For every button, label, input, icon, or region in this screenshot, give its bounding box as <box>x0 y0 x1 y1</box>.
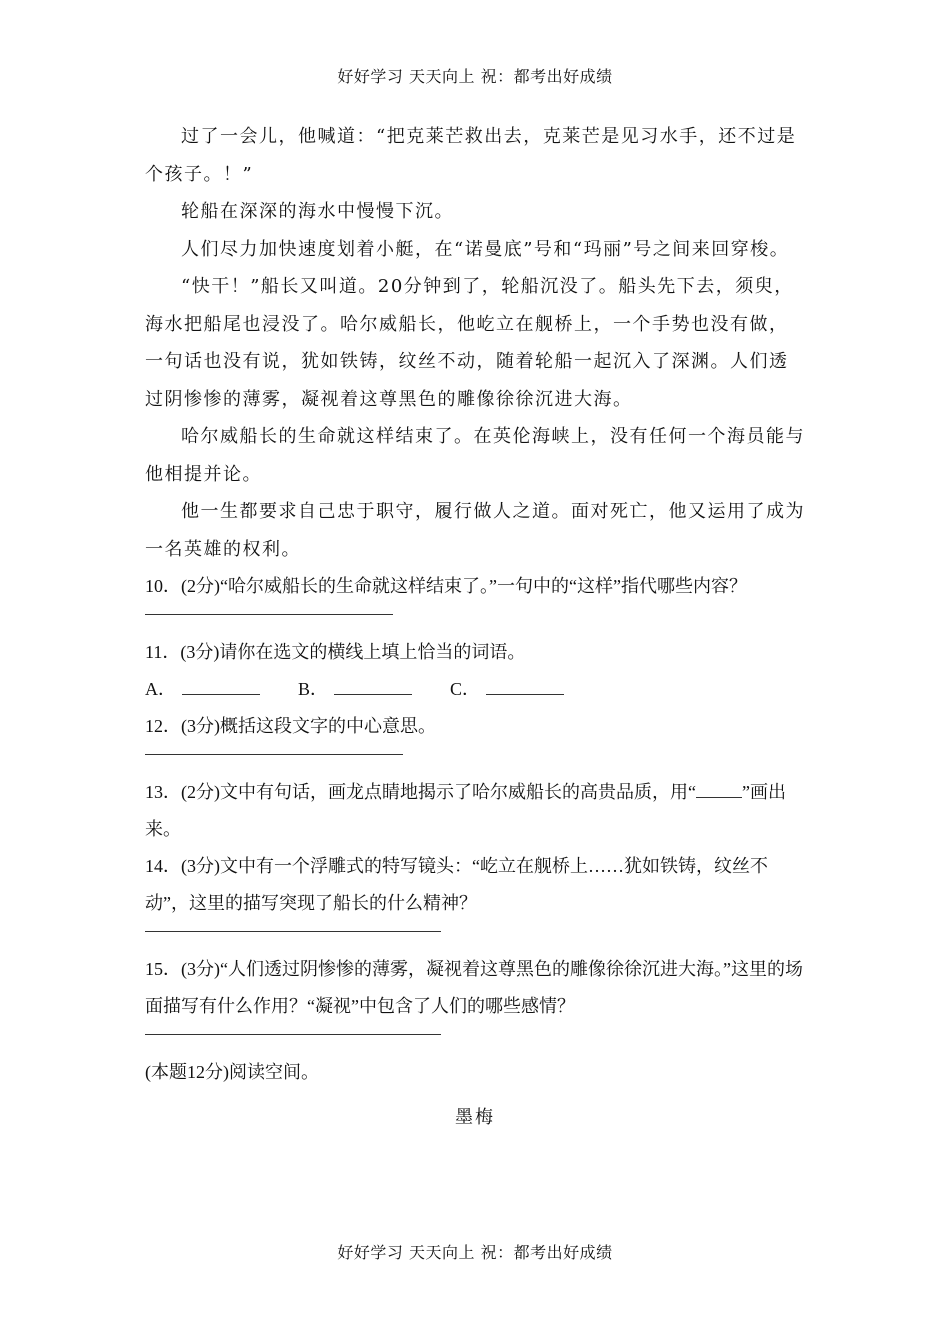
answer-line-14[interactable] <box>145 930 441 932</box>
question-11-options <box>145 671 805 708</box>
document-body <box>145 118 805 1136</box>
option-c-label: C． <box>450 679 481 699</box>
passage-paragraph-2: 轮船在深深的海水中慢慢下沉。 <box>181 201 454 222</box>
option-a-blank[interactable] <box>182 676 260 695</box>
answer-line-12[interactable] <box>145 753 403 755</box>
answer-line-15[interactable] <box>145 1033 441 1035</box>
passage-paragraph-4: “快干！”船长又叫道。20分钟到了，轮船沉没了。船头先下去，须臾，海水把船尾也浸没了。哈尔威船长，他屹立在舰桥上，一个手势也没有做，一句话也没有说，犹如铁铸，纹丝不动，随着轮船一起沉入了深渊。人们透过阴惨惨的薄雾，凝视着这尊黑色的雕像徐徐沉进大海。 <box>145 276 794 410</box>
passage-paragraph-6: 他一生都要求自己忠于职守，履行做人之道。面对死亡，他又运用了成为一名英雄的权利。 <box>145 501 805 560</box>
passage-paragraph-5: 哈尔威船长的生命就这样结束了。在英伦海峡上，没有任何一个海员能与他相提并论。 <box>145 426 805 485</box>
section-note: (本题12分)阅读空间。 <box>145 1062 319 1082</box>
question-15: 15．(3分)“人们透过阴惨惨的薄雾，凝视着这尊黑色的雕像徐徐沉进大海。”这里的场面描写有什么作用？“凝视”中包含了人们的哪些感情？ <box>145 959 803 1016</box>
option-a <box>145 671 260 708</box>
page-header: 好好学习 天天向上 祝：都考出好成绩 <box>337 67 613 86</box>
passage-paragraph-3: 人们尽力加快速度划着小艇，在“诺曼底”号和“玛丽”号之间来回穿梭。 <box>181 238 790 260</box>
passage-paragraph-1: 过了一会儿，他喊道：“把克莱芒救出去，克莱芒是见习水手，还不过是个孩子。！” <box>145 126 797 185</box>
page-footer: 好好学习 天天向上 祝：都考出好成绩 <box>337 1243 613 1262</box>
poem-title: 墨梅 <box>455 1107 495 1128</box>
question-12: 12．(3分)概括这段文字的中心意思。 <box>145 716 436 736</box>
answer-line-10[interactable] <box>145 613 393 615</box>
question-13 <box>145 774 805 848</box>
option-b-blank[interactable] <box>334 676 412 695</box>
question-13-blank[interactable] <box>696 783 742 798</box>
question-14: 14．(3分)文中有一个浮雕式的特写镜头：“屹立在舰桥上……犹如铁铸，纹丝不动”，这里的描写突现了船长的什么精神？ <box>145 856 768 913</box>
option-a-label: A． <box>145 679 176 699</box>
question-13-text-2: ”画出来。 <box>145 782 786 839</box>
question-10: 10．(2分)“哈尔威船长的生命就这样结束了。”一句中的“这样”指代哪些内容？ <box>145 576 747 596</box>
option-c <box>450 671 564 708</box>
option-b <box>298 671 412 708</box>
option-b-label: B． <box>298 679 329 699</box>
question-13-text-1: 13．(2分)文中有句话，画龙点睛地揭示了哈尔威船长的高贵品质，用“ <box>145 782 696 802</box>
question-11: 11．(3分)请你在选文的横线上填上恰当的词语。 <box>145 642 526 662</box>
option-c-blank[interactable] <box>486 676 564 695</box>
